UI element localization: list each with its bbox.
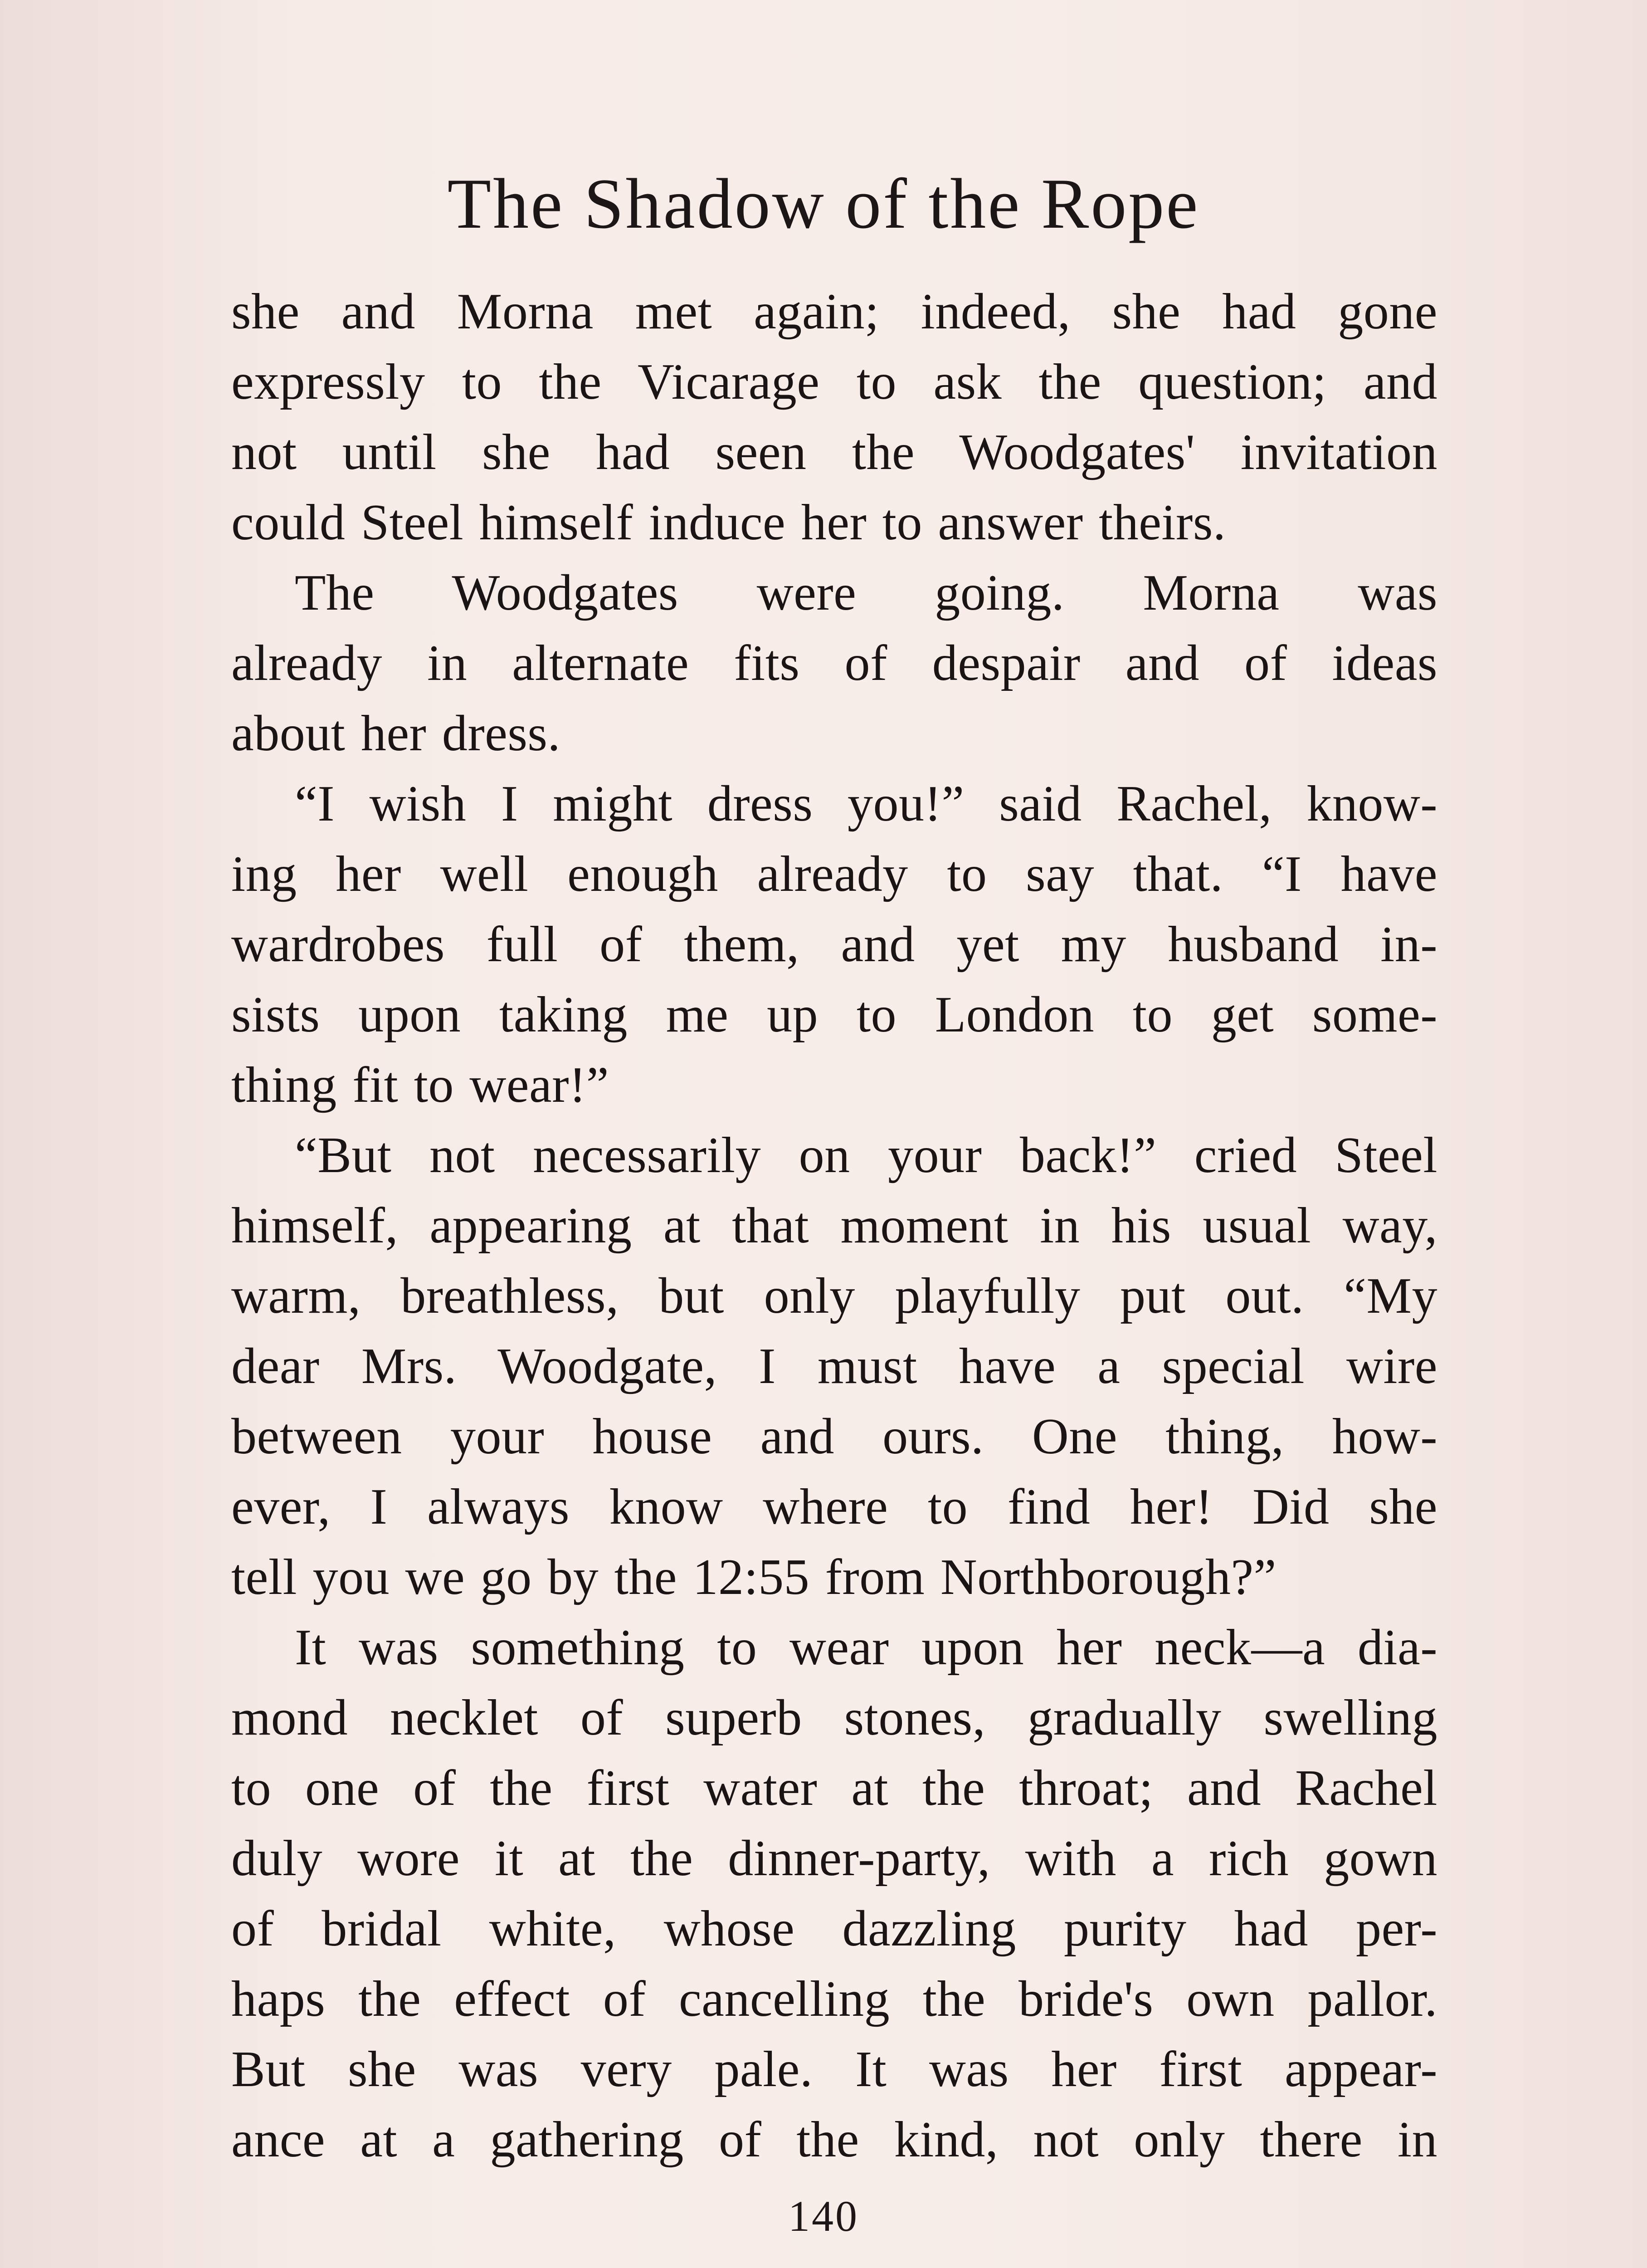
text-line: about her dress. [231, 705, 561, 762]
text-line: It was something to wear upon her neck—a dia- [295, 1619, 1437, 1676]
text-line: warm, breathless, but only playfully put out. “My [231, 1268, 1437, 1324]
text-line: tell you we go by the 12:55 from Northborough?” [231, 1549, 1277, 1605]
text-line: “But not necessarily on your back!” cried Steel [295, 1127, 1437, 1183]
text-line: sists upon taking me up to London to get some- [231, 987, 1437, 1043]
text-line: The Woodgates were going. Morna was [295, 565, 1437, 621]
text-line: duly wore it at the dinner-party, with a rich gown [231, 1830, 1437, 1887]
text-line: mond necklet of superb stones, gradually swelling [231, 1690, 1437, 1746]
text-line: wardrobes full of them, and yet my husband in- [231, 916, 1437, 973]
text-line: “I wish I might dress you!” said Rachel, know- [295, 776, 1437, 832]
text-line: haps the effect of cancelling the bride's own pallor. [231, 1971, 1437, 2027]
text-line: dear Mrs. Woodgate, I must have a special wire [231, 1338, 1437, 1394]
text-line: already in alternate fits of despair and of ideas [231, 635, 1437, 691]
text-line: ance at a gathering of the kind, not only there in [231, 2112, 1437, 2168]
running-head: The Shadow of the Rope [447, 164, 1200, 244]
text-line: of bridal white, whose dazzling purity had per- [231, 1901, 1437, 1957]
text-line: to one of the first water at the throat; and Rachel [231, 1760, 1437, 1816]
text-line: she and Morna met again; indeed, she had gone [231, 284, 1437, 340]
text-line: between your house and ours. One thing, how- [231, 1408, 1437, 1465]
text-line: himself, appearing at that moment in his usual way, [231, 1198, 1437, 1254]
text-line: ever, I always know where to find her! Did she [231, 1479, 1437, 1535]
text-line: But she was very pale. It was her first appear- [231, 2041, 1437, 2097]
text-line: not until she had seen the Woodgates' invitation [231, 424, 1437, 480]
text-line: expressly to the Vicarage to ask the question; and [231, 354, 1437, 410]
text-line: ing her well enough already to say that. “I have [231, 846, 1437, 902]
body-text [231, 277, 1437, 2175]
page-number: 140 [788, 2192, 859, 2240]
text-line: could Steel himself induce her to answer theirs. [231, 494, 1226, 551]
text-line: thing fit to wear!” [231, 1057, 609, 1113]
